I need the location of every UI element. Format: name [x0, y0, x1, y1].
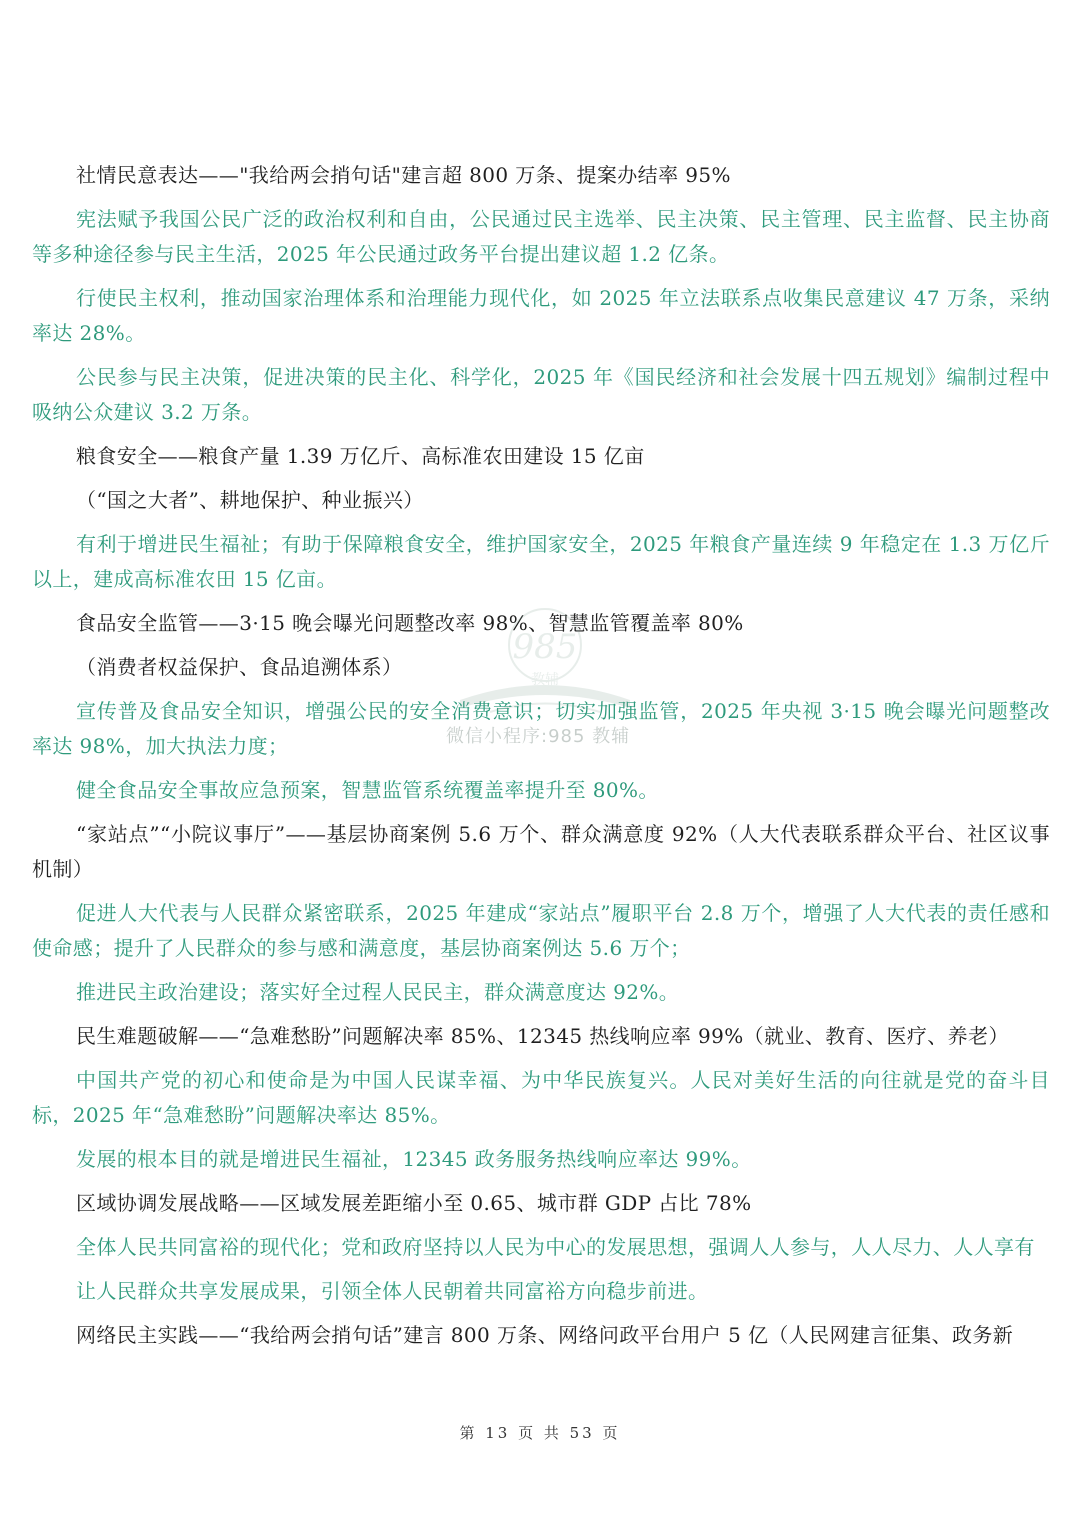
paragraph: 社情民意表达——"我给两会捎句话"建言超 800 万条、提案办结率 95%: [76, 163, 731, 187]
paragraph: 发展的根本目的就是增进民生福祉，12345 政务服务热线响应率达 99%。: [76, 1147, 752, 1171]
paragraph: 全体人民共同富裕的现代化；党和政府坚持以人民为中心的发展思想，强调人人参与，人人尽力、人人享有: [76, 1235, 1035, 1259]
watermark-logo-number: 985: [512, 627, 578, 667]
paragraph: 食品安全监管——3·15 晚会曝光问题整改率 98%、智慧监管覆盖率 80%: [76, 611, 744, 635]
paragraph: 促进人大代表与人民群众紧密联系，2025 年建成“家站点”履职平台 2.8 万个，增强了人大代表的责任感和使命感；提升了人民群众的参与感和满意度，基层协商案例达 5.6 万个；: [32, 901, 1050, 960]
document-body: [32, 158, 1050, 1362]
paragraph: 宣传普及食品安全知识，增强公民的安全消费意识；切实加强监管，2025 年央视 3·15 晚会曝光问题整改率达 98%，加大执法力度；: [32, 699, 1050, 758]
paragraph: 网络民主实践——“我给两会捎句话”建言 800 万条、网络问政平台用户 5 亿（人民网建言征集、政务新: [76, 1323, 1014, 1347]
page-number: 第 13 页 共 53 页: [459, 1424, 621, 1442]
paragraph: （消费者权益保护、食品追溯体系）: [76, 655, 403, 679]
paragraph: 健全食品安全事故应急预案，智慧监管系统覆盖率提升至 80%。: [76, 778, 659, 802]
paragraph: 公民参与民主决策，促进决策的民主化、科学化，2025 年《国民经济和社会发展十四五规划》编制过程中吸纳公众建议 3.2 万条。: [32, 365, 1050, 424]
watermark-text: 微信小程序:985 教辅: [446, 726, 631, 747]
paragraph: 区域协调发展战略——区域发展差距缩小至 0.65、城市群 GDP 占比 78%: [76, 1191, 752, 1215]
watermark-logo-caption: 教辅: [531, 672, 559, 688]
paragraph: （“国之大者”、耕地保护、种业振兴）: [76, 488, 424, 512]
paragraph: 中国共产党的初心和使命是为中国人民谋幸福、为中华民族复兴。人民对美好生活的向往就是党的奋斗目标，2025 年“急难愁盼”问题解决率达 85%。: [32, 1068, 1050, 1127]
paragraph: 行使民主权利，推动国家治理体系和治理能力现代化，如 2025 年立法联系点收集民意建议 47 万条，采纳率达 28%。: [32, 286, 1050, 345]
paragraph: 有利于增进民生福祉；有助于保障粮食安全，维护国家安全，2025 年粮食产量连续 9 年稳定在 1.3 万亿斤以上，建成高标准农田 15 亿亩。: [32, 532, 1050, 591]
paragraph: 推进民主政治建设；落实好全过程人民民主，群众满意度达 92%。: [76, 980, 680, 1004]
paragraph: 粮食安全——粮食产量 1.39 万亿斤、高标准农田建设 15 亿亩: [76, 444, 645, 468]
paragraph: 宪法赋予我国公民广泛的政治权利和自由，公民通过民主选举、民主决策、民主管理、民主监督、民主协商等多种途径参与民主生活，2025 年公民通过政务平台提出建议超 1.2 亿条。: [32, 207, 1050, 266]
paragraph: 让人民群众共享发展成果，引领全体人民朝着共同富裕方向稳步前进。: [76, 1279, 709, 1303]
paragraph: “家站点”“小院议事厅”——基层协商案例 5.6 万个、群众满意度 92%（人大代表联系群众平台、社区议事机制）: [32, 822, 1050, 881]
paragraph: 民生难题破解——“急难愁盼”问题解决率 85%、12345 热线响应率 99%（就业、教育、医疗、养老）: [76, 1024, 1009, 1048]
